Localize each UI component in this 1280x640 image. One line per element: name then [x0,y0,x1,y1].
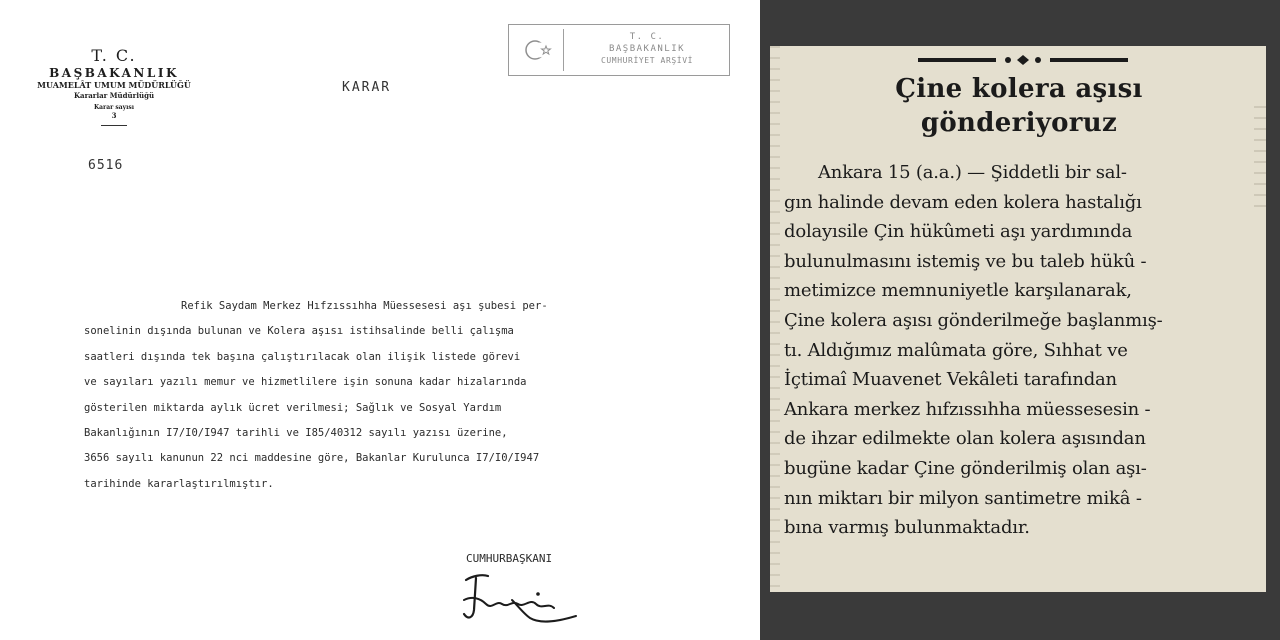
article-line: bugüne kadar Çine gönderilmiş olan aşı- [784,457,1147,479]
article-line: İçtimaî Muavenet Vekâleti tarafından [784,369,1117,391]
document-title: KARAR [342,80,392,95]
letterhead [14,46,214,126]
body-line: saatleri dışında tek başına çalıştırılacak olan ilişik listede görevi [84,350,521,363]
body-line: ve sayıları yazılı memur ve hizmetlilere işin sonuna kadar hizalarında [84,376,527,389]
headline-line-2: gönderiyoruz [920,108,1118,138]
article-line: nın miktarı bir milyon santimetre mikâ - [784,487,1142,509]
letterhead-country: T. C. [91,46,137,65]
article-line: tı. Aldığımız malûmata göre, Sıhhat ve [784,339,1128,361]
stamp-line-3: CUMHURİYET ARŞİVİ [600,56,694,65]
body-line: sonelinin dışında bulunan ve Kolera aşısı istihsalinde belli çalışma [84,325,514,338]
decision-number: 6516 [88,158,124,173]
article-line: Ankara 15 (a.a.) — Şiddetli bir sal- [818,162,1127,183]
letterhead-sub-unit: Kararlar Müdürlüğü [73,91,155,100]
article-line: Ankara merkez hıfzıssıhha müessesesin - [784,398,1151,420]
stamp-line-2: BAŞBAKANLIK [608,44,686,54]
article-line: metimizce memnuniyetle karşılanarak, [784,280,1132,302]
article-line: bulunulmasını istemiş ve bu taleb hükû - [784,250,1147,272]
decision-body [84,294,754,497]
letterhead-rule [101,125,127,126]
stamp-text [569,31,725,67]
article-body [784,158,1260,543]
stamp-line-1: T. C. [629,32,665,42]
article-line: Çine kolera aşısı gönderilmeğe başlanmış- [784,309,1163,331]
letterhead-number-label: Karar sayısı [93,104,135,111]
crescent-star-icon [513,29,564,71]
handwritten-signature [452,570,592,636]
newspaper-clipping [770,46,1266,592]
ornament-divider-icon [918,50,1128,60]
archive-stamp [508,24,730,76]
article-line: gın halinde devam eden kolera hastalığı [784,191,1142,213]
article-line: dolayısile Çin hükûmeti aşı yardımında [784,221,1133,243]
body-line: Bakanlığının I7/I0/I947 tarihli ve I85/40312 sayılı yazısı üzerine, [84,427,508,440]
letterhead-number-value: 3 [111,111,117,120]
body-line: Refik Saydam Merkez Hıfzıssıhha Müessesesi aşı şubesi per- [181,300,548,312]
article-line: bına varmış bulunmaktadır. [784,517,1030,539]
letterhead-directorate: MUAMELÂT UMUM MÜDÜRLÜĞÜ [37,80,191,90]
neighbor-column-left [770,46,780,592]
body-line: 3656 sayılı kanunun 22 nci maddesine göre, Bakanlar Kurulunca I7/I0/I947 [84,452,540,465]
body-line: gösterilen miktarda aylık ücret verilmesi; Sağlık ve Sosyal Yardım [84,401,502,414]
signature-title: CUMHURBAŞKANI [466,552,553,565]
body-line: tarihinde kararlaştırılmıştır. [84,477,274,490]
article-line: de ihzar edilmekte olan kolera aşısından [784,428,1146,450]
article-headline [788,72,1250,140]
letterhead-office: BAŞBAKANLIK [49,66,179,80]
headline-line-1: Çine kolera aşısı [895,74,1143,104]
